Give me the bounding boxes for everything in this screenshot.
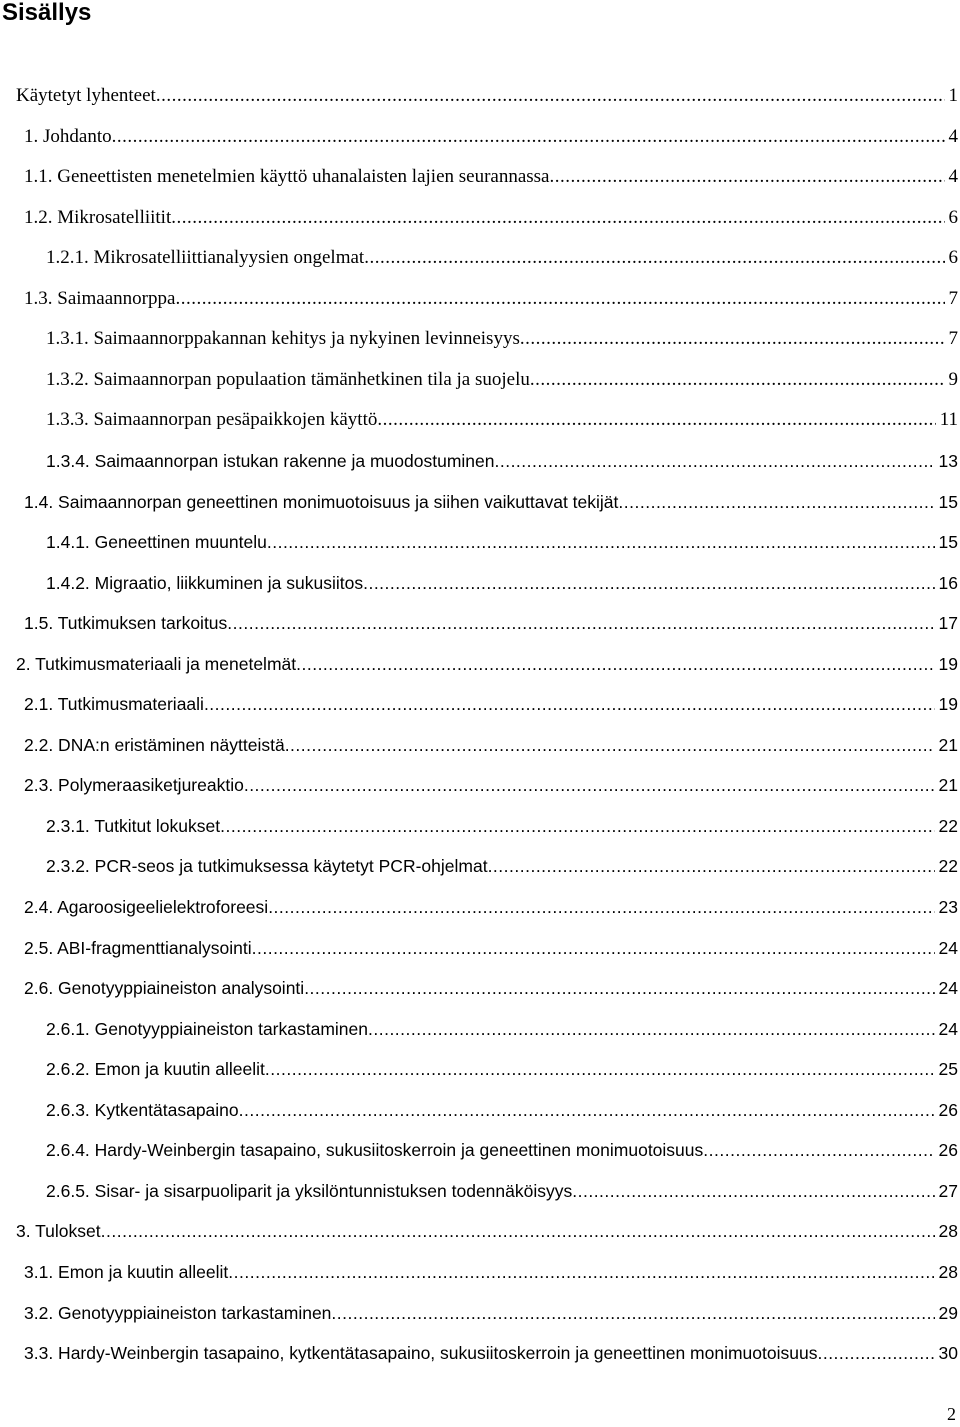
toc-entry[interactable] [24,1293,958,1333]
toc-entry-title: 2.1. Tutkimusmateriaali [24,694,204,714]
toc-entry-page: 4 [948,126,958,147]
toc-leader-dots [550,157,945,197]
toc-leader-dots [101,1211,935,1251]
toc-entry-title: 1.2. Mikrosatelliitit [24,207,172,228]
toc-leader-dots [156,76,945,116]
toc-entry[interactable] [46,441,958,481]
toc-entry-title: 2.3.1. Tutkitut lokukset [46,816,221,836]
toc-entry-page: 21 [938,735,958,755]
toc-entry[interactable] [46,319,958,359]
toc-heading: Sisällys [2,0,92,26]
toc-entry-page: 7 [948,328,958,349]
toc-entry[interactable] [24,1333,958,1373]
toc-entry[interactable] [16,76,958,116]
toc-entry[interactable] [24,198,958,238]
toc-entry-title: 1.1. Geneettisten menetelmien käyttö uhanalaisten lajien seurannassa [24,166,550,187]
toc-entry-page: 22 [938,816,958,836]
toc-leader-dots [244,765,935,805]
toc-entry[interactable] [46,1049,958,1089]
toc-leader-dots [285,725,935,765]
toc-entry-title: 1. Johdanto [24,126,112,147]
toc-leader-dots [304,968,934,1008]
toc-entry-title: 1.4. Saimaannorpan geneettinen monimuotoisuus ja siihen vaikuttavat tekijät [24,492,619,512]
toc-entry-page: 15 [938,492,958,512]
toc-leader-dots [265,1049,935,1089]
toc-entry[interactable] [46,1130,958,1170]
toc-entry[interactable] [16,1211,958,1251]
toc-entry[interactable] [24,603,958,643]
toc-entry[interactable] [24,279,958,319]
toc-entry-title: 1.3. Saimaannorppa [24,288,176,309]
toc-leader-dots [703,1130,934,1170]
toc-entry[interactable] [16,644,958,684]
toc-leader-dots [268,887,934,927]
toc-entry-title: 1.4.1. Geneettinen muuntelu [46,532,267,552]
toc-entry-page: 17 [938,613,958,633]
toc-entry-title: 2.5. ABI-fragmenttianalysointi [24,938,252,958]
toc-leader-dots [363,563,934,603]
toc-entry-page: 16 [938,573,958,593]
toc-entry-title: 1.3.2. Saimaannorpan populaation tämänhetkinen tila ja suojelu [46,369,530,390]
toc-leader-dots [227,603,934,643]
toc-leader-dots [296,644,934,684]
toc-entry-title: 2.6. Genotyyppiaineiston analysointi [24,978,305,998]
toc-leader-dots [618,482,934,522]
toc-leader-dots [175,279,944,319]
toc-entry[interactable] [46,806,958,846]
toc-entry-page: 6 [948,247,958,268]
toc-leader-dots [530,360,945,400]
toc-entry-page: 22 [938,856,958,876]
toc-entry-page: 24 [938,978,958,998]
toc-entry[interactable] [46,238,958,278]
toc-leader-dots [220,806,934,846]
toc-entry-title: 1.3.3. Saimaannorpan pesäpaikkojen käyttö [46,409,378,430]
toc-leader-dots [239,1090,935,1130]
toc-entry-page: 29 [938,1303,958,1323]
toc-entry-page: 15 [938,532,958,552]
toc-entry[interactable] [46,563,958,603]
toc-leader-dots [494,441,934,481]
toc-leader-dots [520,319,945,359]
toc-entry-title: 2.3. Polymeraasiketjureaktio [24,775,244,795]
toc-entry[interactable] [24,1252,958,1292]
toc-entry[interactable] [24,725,958,765]
toc-leader-dots [364,238,944,278]
toc-entry-page: 6 [948,207,958,228]
toc-entry-title: 2.6.5. Sisar- ja sisarpuoliparit ja yksilöntunnistuksen todennäköisyys [46,1181,573,1201]
toc-entry-page: 26 [938,1140,958,1160]
toc-entry[interactable] [24,482,958,522]
toc-leader-dots [171,198,944,238]
toc-entry-page: 7 [948,288,958,309]
toc-entry-page: 26 [938,1100,958,1120]
toc-entry-title: 1.3.4. Saimaannorpan istukan rakenne ja muodostuminen [46,451,495,471]
toc-entry-page: 19 [938,654,958,674]
toc-entry-title: 3.2. Genotyyppiaineiston tarkastaminen [24,1303,332,1323]
toc-entry-title: Käytetyt lyhenteet [16,85,156,106]
toc-leader-dots [228,1252,934,1292]
toc-entry-title: 2.4. Agaroosigeelielektroforeesi [24,897,269,917]
toc-entry-title: 2.3.2. PCR-seos ja tutkimuksessa käytetyt PCR-ohjelmat [46,856,488,876]
toc-leader-dots [252,928,935,968]
toc-entry-page: 9 [948,369,958,390]
toc-entry-title: 2.6.3. Kytkentätasapaino [46,1100,239,1120]
toc-entry[interactable] [24,887,958,927]
toc-leader-dots [331,1293,934,1333]
page-number: 2 [947,1404,956,1424]
toc-entry[interactable] [24,968,958,1008]
toc-entry-page: 27 [938,1181,958,1201]
toc-entry[interactable] [46,400,958,440]
toc-leader-dots [572,1171,934,1211]
toc-leader-dots [368,1009,935,1049]
toc-entry[interactable] [46,1090,958,1130]
toc-leader-dots [112,117,945,157]
toc-entry[interactable] [46,846,958,886]
toc-entry-title: 3.1. Emon ja kuutin alleelit [24,1262,229,1282]
toc-entry-page: 24 [938,938,958,958]
toc-leader-dots [267,522,935,562]
toc-entry-page: 11 [939,409,958,430]
toc-entry-page: 28 [938,1221,958,1241]
toc-entry[interactable] [24,765,958,805]
toc-leader-dots [488,846,935,886]
toc-entry-title: 1.2.1. Mikrosatelliittianalyysien ongelmat [46,247,365,268]
toc-leader-dots [377,400,935,440]
toc-entry[interactable] [24,684,958,724]
toc-leader-dots [817,1333,934,1373]
toc-entry[interactable] [24,117,958,157]
toc-leader-dots [204,684,935,724]
toc-entry[interactable] [46,1009,958,1049]
toc-entry-title: 1.3.1. Saimaannorppakannan kehitys ja nykyinen levinneisyys [46,328,520,349]
toc-entry-page: 21 [938,775,958,795]
toc-entry[interactable] [24,928,958,968]
toc-entry-page: 13 [938,451,958,471]
toc-entry-title: 1.4.2. Migraatio, liikkuminen ja sukusiitos [46,573,364,593]
toc-entry-page: 28 [938,1262,958,1282]
toc-entry-title: 2.2. DNA:n eristäminen näytteistä [24,735,285,755]
toc-entry-title: 2.6.2. Emon ja kuutin alleelit [46,1059,265,1079]
toc-entry-page: 30 [938,1343,958,1363]
toc-entry[interactable] [24,157,958,197]
toc-entry-title: 1.5. Tutkimuksen tarkoitus [24,613,228,633]
toc-entry-page: 4 [948,166,958,187]
toc-entry[interactable] [46,1171,958,1211]
toc-entry-page: 23 [938,897,958,917]
toc-entry-title: 3.3. Hardy-Weinbergin tasapaino, kytkentätasapaino, sukusiitoskerroin ja geneettinen monimuotoisuus [24,1343,818,1363]
toc-entry-title: 2.6.4. Hardy-Weinbergin tasapaino, sukusiitoskerroin ja geneettinen monimuotoisuus [46,1140,704,1160]
toc-entry-page: 19 [938,694,958,714]
toc-entry[interactable] [46,522,958,562]
toc-entry-page: 24 [938,1019,958,1039]
toc-entry-title: 3. Tulokset [16,1221,101,1241]
toc-entry-page: 1 [948,85,958,106]
toc-entry-page: 25 [938,1059,958,1079]
toc-entry[interactable] [46,360,958,400]
toc-entry-title: 2.6.1. Genotyyppiaineiston tarkastaminen [46,1019,368,1039]
toc-entry-title: 2. Tutkimusmateriaali ja menetelmät [16,654,297,674]
